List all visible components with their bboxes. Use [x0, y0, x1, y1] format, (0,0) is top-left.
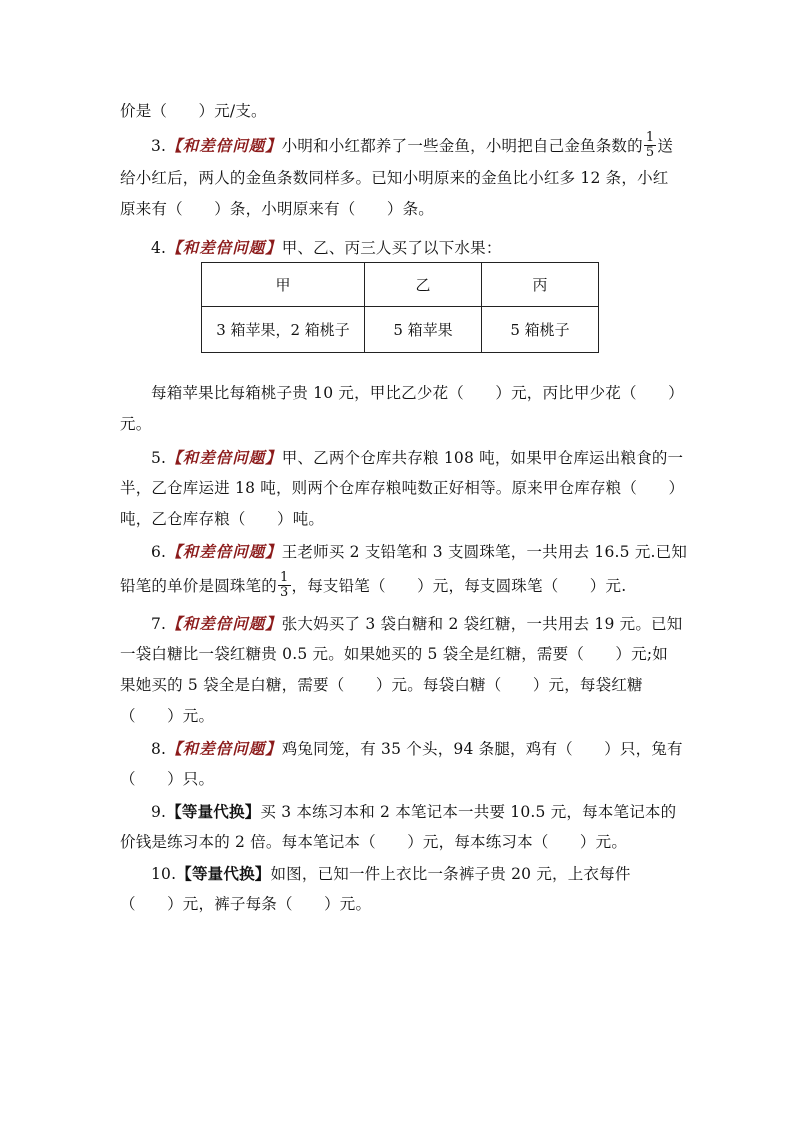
- q7-line-4: （ ）元。: [120, 707, 215, 725]
- q5-text: 甲、乙两个仓库共存粮 108 吨，如果甲仓库运出粮食的一: [281, 449, 684, 467]
- q3-line-3: 原来有（ ）条，小明原来有（ ）条。: [120, 200, 435, 218]
- table-cell-yi: 5 箱苹果: [365, 307, 482, 353]
- q3-fraction: [644, 131, 656, 160]
- q8-line-2: （ ）只。: [120, 770, 215, 788]
- question-4: [120, 232, 680, 263]
- table-header-row: [202, 263, 599, 307]
- q7-number: 7.: [151, 615, 167, 633]
- question-7: [120, 608, 683, 732]
- q4-tag: 【和差倍问题】: [166, 238, 282, 257]
- q8-number: 8.: [151, 740, 167, 758]
- q3-line-2: 给小红后，两人的金鱼条数同样多。已知小明原来的金鱼比小红多 12 条，小红: [120, 169, 669, 187]
- table-header-bing: 丙: [482, 263, 599, 307]
- q8-text: 鸡兔同笼，有 35 个头，94 条腿，鸡有（ ）只，兔有: [281, 740, 683, 758]
- q3-fraction-denominator: 5: [645, 144, 655, 160]
- question-9: [120, 796, 680, 858]
- question-8: [120, 733, 683, 795]
- q2-tail: [120, 96, 680, 127]
- q6-fraction-denominator: 3: [280, 584, 289, 600]
- q5-line-2: 半，乙仓库运进 18 吨，则两个仓库存粮吨数正好相等。原来甲仓库存粮（ ）: [120, 479, 685, 497]
- q10-number: 10.: [151, 865, 177, 883]
- fruit-table: [201, 262, 599, 353]
- question-5: [120, 442, 685, 535]
- q8-tag: 【和差倍问题】: [166, 739, 282, 758]
- q6-line-2b: ，每支铅笔（ ）元，每支圆珠笔（ ）元.: [291, 577, 627, 595]
- q4-number: 4.: [151, 239, 167, 257]
- q3-fraction-numerator: 1: [645, 129, 655, 145]
- table-header-jia: 甲: [202, 263, 365, 307]
- q6-number: 6.: [151, 543, 167, 561]
- q3-text: 小明和小红都养了一些金鱼，小明把自己金鱼条数的: [281, 137, 643, 155]
- q7-line-3: 果她买的 5 袋全是白糖，需要（ ）元。每袋白糖（ ）元，每袋红糖: [120, 676, 643, 694]
- q9-text: 买 3 本练习本和 2 本笔记本一共要 10.5 元，每本笔记本的: [260, 803, 677, 821]
- q7-text: 张大妈买了 3 袋白糖和 2 袋红糖，一共用去 19 元。已知: [281, 615, 683, 633]
- q4-text: 甲、乙、丙三人买了以下水果：: [281, 239, 502, 257]
- q7-tag: 【和差倍问题】: [166, 614, 282, 633]
- q2-tail-text: 价是（ ）元/支。: [120, 102, 267, 120]
- q10-text: 如图，已知一件上衣比一条裤子贵 20 元，上衣每件: [270, 865, 631, 883]
- table-cell-jia: 3 箱苹果，2 箱桃子: [202, 307, 365, 353]
- q6-fraction: [278, 571, 290, 600]
- q9-number: 9.: [151, 803, 167, 821]
- q3-text-end: 送: [657, 137, 674, 155]
- question-10: [120, 858, 680, 920]
- question-6: [120, 536, 688, 602]
- q4-after-1: 每箱苹果比每箱桃子贵 10 元，甲比乙少花（ ）元，丙比甲少花（ ）: [151, 384, 684, 402]
- q6-fraction-numerator: 1: [280, 569, 289, 585]
- question-4-continued: [120, 378, 684, 440]
- q3-number: 3.: [151, 137, 167, 155]
- q6-text: 王老师买 2 支铅笔和 3 支圆珠笔，一共用去 16.5 元.已知: [281, 543, 688, 561]
- q5-number: 5.: [151, 449, 167, 467]
- table-row: [202, 307, 599, 353]
- q6-line-2a: 铅笔的单价是圆珠笔的: [120, 577, 278, 595]
- q3-tag: 【和差倍问题】: [166, 136, 282, 155]
- q4-after-2: 元。: [120, 415, 152, 433]
- question-3: [120, 130, 680, 225]
- q5-line-3: 吨，乙仓库存粮（ ）吨。: [120, 510, 325, 528]
- table-header-yi: 乙: [365, 263, 482, 307]
- q7-line-2: 一袋白糖比一袋红糖贵 0.5 元。如果她买的 5 袋全是红糖，需要（ ）元;如: [120, 645, 668, 663]
- table-cell-bing: 5 箱桃子: [482, 307, 599, 353]
- q10-line-2: （ ）元，裤子每条（ ）元。: [120, 895, 372, 913]
- q9-line-2: 价钱是练习本的 2 倍。每本笔记本（ ）元，每本练习本（ ）元。: [120, 833, 628, 851]
- q5-tag: 【和差倍问题】: [166, 448, 282, 467]
- q6-tag: 【和差倍问题】: [166, 542, 282, 561]
- q10-tag: 【等量代换】: [176, 864, 271, 883]
- q9-tag: 【等量代换】: [166, 802, 261, 821]
